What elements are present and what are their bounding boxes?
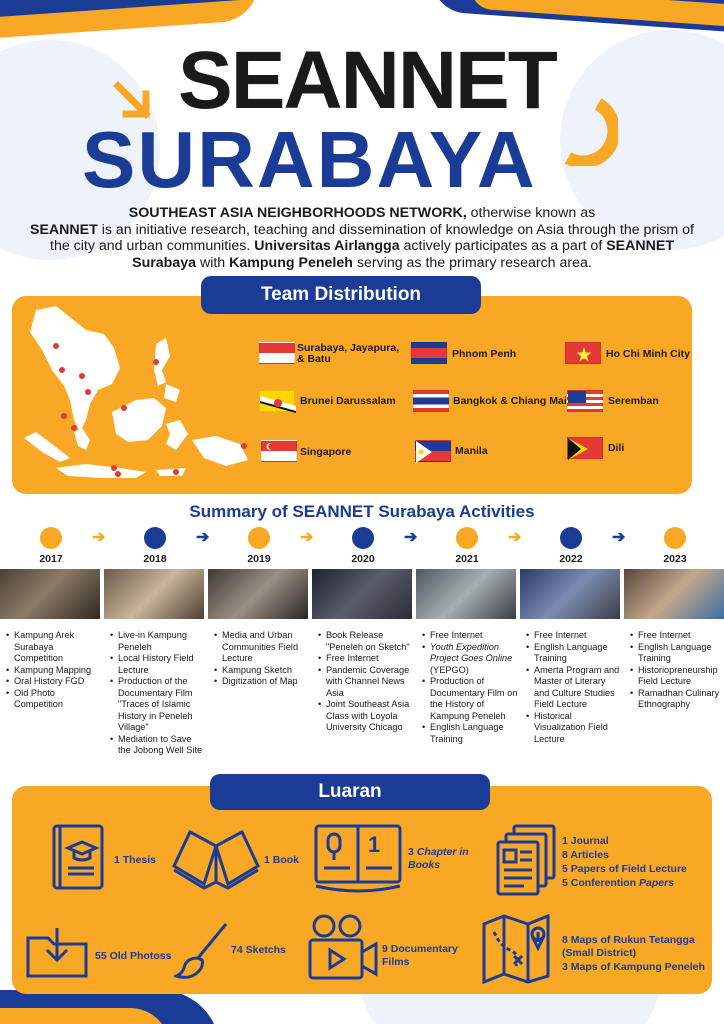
timeline-dot-2022 — [560, 527, 582, 549]
year-2020: 2020 — [351, 553, 375, 565]
timor-leste-flag-icon — [567, 437, 603, 459]
list-item: • Oral History FGD — [6, 676, 100, 688]
activity-list-2017 — [6, 630, 100, 711]
chapter-count: 3 — [408, 846, 417, 858]
activity-list-2022 — [526, 630, 622, 745]
video-camera-icon — [306, 912, 380, 987]
output-articles: 8 Articles — [562, 849, 609, 861]
list-item: • Book Release "Peneleh on Sketch" — [318, 630, 414, 653]
output-chapters — [408, 846, 488, 871]
timeline-arrow-icon: ➔ — [300, 529, 314, 546]
intro-seg1: SOUTHEAST ASIA NEIGHBORHOODS NETWORK, — [128, 205, 467, 221]
year-2017: 2017 — [39, 553, 63, 565]
team-label-philippines: Manila — [455, 445, 488, 457]
activity-photo-2023 — [624, 569, 724, 619]
intro-seg5: Universitas Airlangga — [254, 238, 400, 254]
journal-icon — [496, 822, 560, 901]
list-item: • Mediation to Save the Jobong Well Site — [110, 734, 206, 757]
list-item-italic: Youth Expedition Project Goes Online — [430, 641, 513, 663]
list-item: • English Language Training — [630, 642, 722, 665]
vietnam-flag-icon — [565, 342, 601, 364]
open-book-icon — [170, 826, 262, 899]
thesis-book-icon — [48, 822, 108, 899]
list-item: • Old Photo Competition — [6, 688, 100, 711]
photo-folder-icon — [24, 922, 90, 985]
intro-seg2: otherwise known as — [466, 205, 596, 221]
list-item: • Kampung Mapping — [6, 665, 100, 677]
team-label-malaysia: Seremban — [608, 395, 659, 407]
list-item: • Joint Southeast Asia Class with Loyola University Chicago — [318, 699, 414, 734]
list-item: • Pandemic Coverage with Channel News Asia — [318, 665, 414, 700]
list-item: • Historical Visualization Field Lecture — [526, 711, 622, 746]
activity-photo-2018 — [104, 569, 204, 619]
indonesia-flag-icon — [259, 342, 295, 364]
list-item: • Ramadhan Culinary Ethnography — [630, 688, 722, 711]
year-2018: 2018 — [143, 553, 167, 565]
list-item: • Media and Urban Communities Field Lecture — [214, 630, 310, 665]
timeline-dot-2023 — [664, 527, 686, 549]
team-label-brunei: Brunei Darussalam — [300, 395, 396, 407]
intro-seg6: actively participates as a part of — [399, 238, 607, 254]
title-arc-icon — [548, 96, 618, 171]
list-item: • Digitization of Map — [214, 676, 310, 688]
timeline-arrow-icon: ➔ — [196, 529, 210, 546]
activity-list-2018 — [110, 630, 206, 757]
chapter-text: Chapter in Books — [408, 846, 469, 871]
list-item: • Amerta Program and Master of Literary and Culture Studies Field Lecture — [526, 665, 622, 711]
activity-list-2019 — [214, 630, 310, 688]
output-maps-rt: 8 Maps of Rukun Tetangga (Small District) — [562, 934, 695, 959]
output-maps-peneleh: 3 Maps of Kampung Peneleh — [562, 961, 705, 973]
luaran-heading: Luaran — [210, 774, 490, 810]
output-thesis: 1 Thesis — [114, 854, 157, 866]
team-label-timor-leste: Dili — [608, 442, 625, 454]
list-item: • Free Internet — [318, 653, 414, 665]
timeline-dot-2019 — [248, 527, 270, 549]
team-label-vietnam: Ho Chi Minh City — [606, 348, 690, 360]
year-2019: 2019 — [247, 553, 271, 565]
timeline-dot-2020 — [352, 527, 374, 549]
conference-papers-text: Papers — [639, 877, 675, 889]
title-line-2: SURABAYA — [82, 115, 537, 204]
activity-list-2020 — [318, 630, 414, 734]
intro-seg4: is an initiative research, teaching and dissemination of knowledge on Asia through the prism of the city and urban communities. — [50, 221, 695, 254]
output-conference — [562, 877, 674, 890]
thailand-flag-icon — [413, 390, 449, 412]
list-item: • Live-in Kampung Peneleh — [110, 630, 206, 653]
bottom-left-stripe-orange — [0, 1008, 170, 1024]
list-item: • Free Internet — [422, 630, 518, 642]
output-photos: 55 Old Photoss — [95, 950, 172, 962]
list-item: • Production of Documentary Film on the History of Kampung Peneleh — [422, 676, 518, 722]
output-films: 9 Documentary Films — [382, 943, 458, 968]
list-item-suffix: (YEPGO) — [430, 664, 469, 675]
intro-seg9: Kampung Peneleh — [229, 254, 353, 271]
activity-photo-2017 — [0, 569, 100, 619]
brunei-flag-icon — [259, 390, 295, 412]
output-journal: 1 Journal — [562, 835, 609, 847]
activity-photo-2021 — [416, 569, 516, 619]
conference-count: 5 Conferention — [562, 877, 640, 889]
timeline-dot-2021 — [456, 527, 478, 549]
list-item — [422, 642, 518, 677]
year-2021: 2021 — [455, 553, 479, 565]
activity-photo-2020 — [312, 569, 412, 619]
intro-seg3: SEANNET — [29, 221, 98, 238]
output-sketchs: 74 Sketchs — [231, 944, 286, 956]
timeline-arrow-icon: ➔ — [404, 529, 418, 546]
list-item: • Free Internet — [630, 630, 722, 642]
team-heading: Team Distribution — [201, 276, 481, 314]
list-item: • Kampung Arek Surabaya Competition — [6, 630, 100, 665]
malaysia-flag-icon — [567, 390, 603, 412]
list-item: • Production of the Documentary Film "Traces of Islamic History in Peneleh Village" — [110, 676, 206, 734]
title-line-1: SEANNET — [178, 35, 556, 126]
activity-list-2023 — [630, 630, 722, 711]
activity-list-2021 — [422, 630, 518, 745]
sea-map — [16, 300, 256, 495]
timeline-dot-2018 — [144, 527, 166, 549]
folded-map-icon — [480, 912, 552, 989]
intro-seg10: serving as the primary research area. — [352, 254, 592, 271]
philippines-flag-icon — [415, 440, 451, 462]
team-label-thailand: Bangkok & Chiang Mai — [453, 395, 567, 407]
team-label-singapore: Singapore — [300, 446, 352, 458]
team-label-indonesia: Surabaya, Jayapura, & Batu — [297, 342, 400, 365]
intro-seg7: SEANNET Surabaya — [132, 238, 674, 271]
team-label-cambodia: Phnom Penh — [452, 348, 517, 360]
list-item: • Local History Field Lecture — [110, 653, 206, 676]
output-book: 1 Book — [264, 854, 300, 866]
activity-photo-2019 — [208, 569, 308, 619]
list-item: • Kampung Sketch — [214, 665, 310, 677]
year-2023: 2023 — [663, 553, 687, 565]
list-item: • English Language Training — [526, 642, 622, 665]
intro-paragraph — [20, 205, 704, 271]
year-2022: 2022 — [559, 553, 583, 565]
summary-heading: Summary of SEANNET Surabaya Activities — [189, 502, 535, 521]
list-item: • Historiopreneurship Field Lecture — [630, 665, 722, 688]
timeline-dot-2017 — [40, 527, 62, 549]
cambodia-flag-icon — [411, 342, 447, 364]
activity-photo-2022 — [520, 569, 620, 619]
paintbrush-icon — [174, 920, 230, 985]
list-item: • Free Internet — [526, 630, 622, 642]
output-papers: 5 Papers of Field Lecture — [562, 863, 687, 875]
timeline-arrow-icon: ➔ — [92, 529, 106, 546]
chapter-book-icon — [312, 822, 404, 899]
intro-seg8: with — [196, 254, 230, 271]
singapore-flag-icon — [261, 440, 297, 462]
timeline-arrow-icon: ➔ — [612, 529, 626, 546]
svg-text:1: 1 — [368, 832, 381, 857]
timeline-arrow-icon: ➔ — [508, 529, 522, 546]
list-item: • English Language Training — [422, 722, 518, 745]
